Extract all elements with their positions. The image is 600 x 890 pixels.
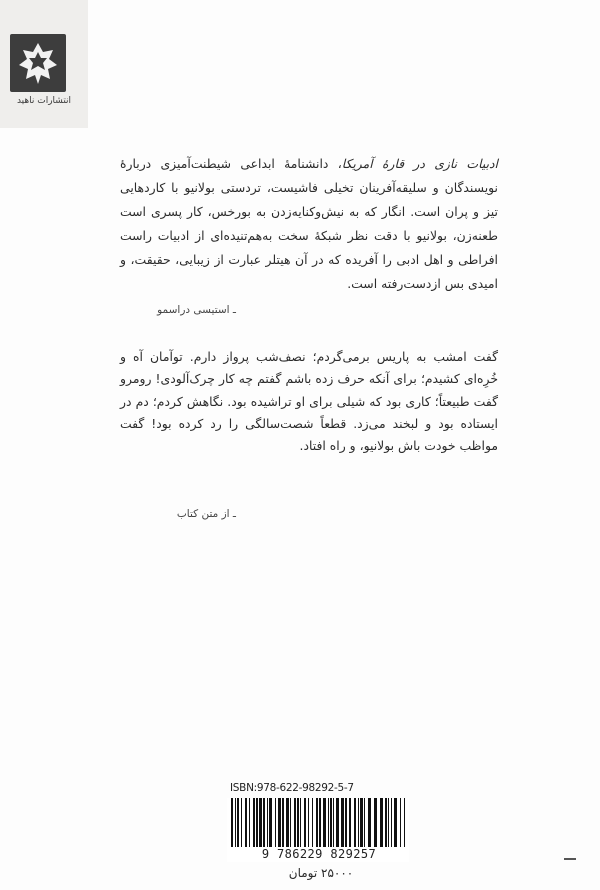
- barcode-bar: [278, 798, 281, 848]
- barcode-bar: [328, 798, 329, 848]
- barcode-bar: [275, 798, 276, 848]
- barcode-bar: [256, 798, 258, 848]
- excerpt-attribution: ـ از متن کتاب: [176, 508, 236, 520]
- barcode-bar: [312, 798, 313, 848]
- barcode-bar: [300, 798, 301, 848]
- barcode-bar: [368, 798, 371, 848]
- barcode-bar: [333, 798, 334, 848]
- barcode-bar: [290, 798, 291, 848]
- barcode-bar: [349, 798, 351, 848]
- barcode-bars: [227, 798, 409, 850]
- barcode-bar: [245, 798, 247, 848]
- barcode-bar: [249, 798, 250, 848]
- barcode-bar: [360, 798, 363, 848]
- barcode-bar: [341, 798, 344, 848]
- barcode-bar: [294, 798, 296, 848]
- publisher-logo: [10, 34, 66, 92]
- book-title-italic: ادبیات نازی در قارهٔ آمریکا: [341, 156, 498, 171]
- barcode-bar: [267, 798, 268, 848]
- publisher-name: انتشارات ناهید: [16, 96, 72, 106]
- excerpt-paragraph: گفت امشب به پاریس برمی‌گردم؛ نصف‌شب پرواز دارم. توآمان آه و خُرِه‌ای کشیدم؛ برای آنکه حرف زده باشم گفتم چه کار چرک‌آلودی! رومرو گفت طبیعتاً؛ کاری بود که شیلی برای او تراشیده بود. نگاهش کردم؛ دم در ایستاده بود و لبخند می‌زد. قطعاً شصت‌سالگی را رد کرده بود! گفت مواظب خودت باش بولانیو، و راه افتاد.: [120, 349, 498, 454]
- barcode-bar: [394, 798, 397, 848]
- barcode-bar: [316, 798, 318, 848]
- barcode-bar: [385, 798, 387, 848]
- barcode-bar: [253, 798, 255, 848]
- barcode-bar: [286, 798, 289, 848]
- barcode-digits: 9 786229 829257: [230, 847, 408, 861]
- edge-mark: [564, 858, 576, 860]
- barcode-bar: [282, 798, 284, 848]
- barcode-bar: [330, 798, 332, 848]
- barcode-bar: [404, 798, 405, 848]
- barcode-bar: [237, 798, 239, 848]
- barcode-bar: [241, 798, 242, 848]
- isbn-label: ISBN:978-622-98292-5-7: [230, 782, 354, 794]
- barcode-bar: [391, 798, 392, 848]
- barcode-bar: [400, 798, 401, 848]
- barcode-bar: [323, 798, 326, 848]
- blurb-body: ، دانشنامهٔ ابداعی شیطنت‌آمیزی دربارهٔ نویسندگان و سلیقه‌آفرینان تخیلی فاشیست، تردستی بولانیو با کاردهایی تیز و پران است. انگار که به نیش‌وکنایه‌زدن به بورخس، کار پسری است طعنه‌زن، بولانیو با دقت نظر شبکهٔ سخت به‌هم‌تنیده‌ای از ادبیات راست افراطی و اهل ادبی را آفریده که در آن هیتلر عبارت از زیبایی، حقیقت، و امیدی بس ازدست‌رفته است.: [120, 156, 498, 291]
- barcode-bar: [380, 798, 383, 848]
- barcode-bar: [374, 798, 377, 848]
- publisher-logo-block: [0, 0, 88, 128]
- barcode-bar: [358, 798, 359, 848]
- barcode-bar: [259, 798, 262, 848]
- barcode-bar: [364, 798, 365, 848]
- barcode-bar: [345, 798, 347, 848]
- blurb-paragraph: [120, 152, 498, 296]
- barcode-bar: [297, 798, 299, 848]
- barcode-bar: [354, 798, 356, 848]
- star-emblem-icon: [16, 40, 60, 86]
- barcode-bar: [269, 798, 272, 848]
- price: ۲۵۰۰۰ تومان: [288, 866, 354, 880]
- barcode-bar: [231, 798, 233, 848]
- barcode-bar: [304, 798, 306, 848]
- barcode-bar: [308, 798, 309, 848]
- barcode-bar: [319, 798, 321, 848]
- barcode-bar: [336, 798, 339, 848]
- barcode-bar: [235, 798, 236, 848]
- blurb-attribution: ـ استیسی دراسمو: [157, 304, 236, 316]
- barcode-bar: [388, 798, 389, 848]
- barcode-bar: [263, 798, 265, 848]
